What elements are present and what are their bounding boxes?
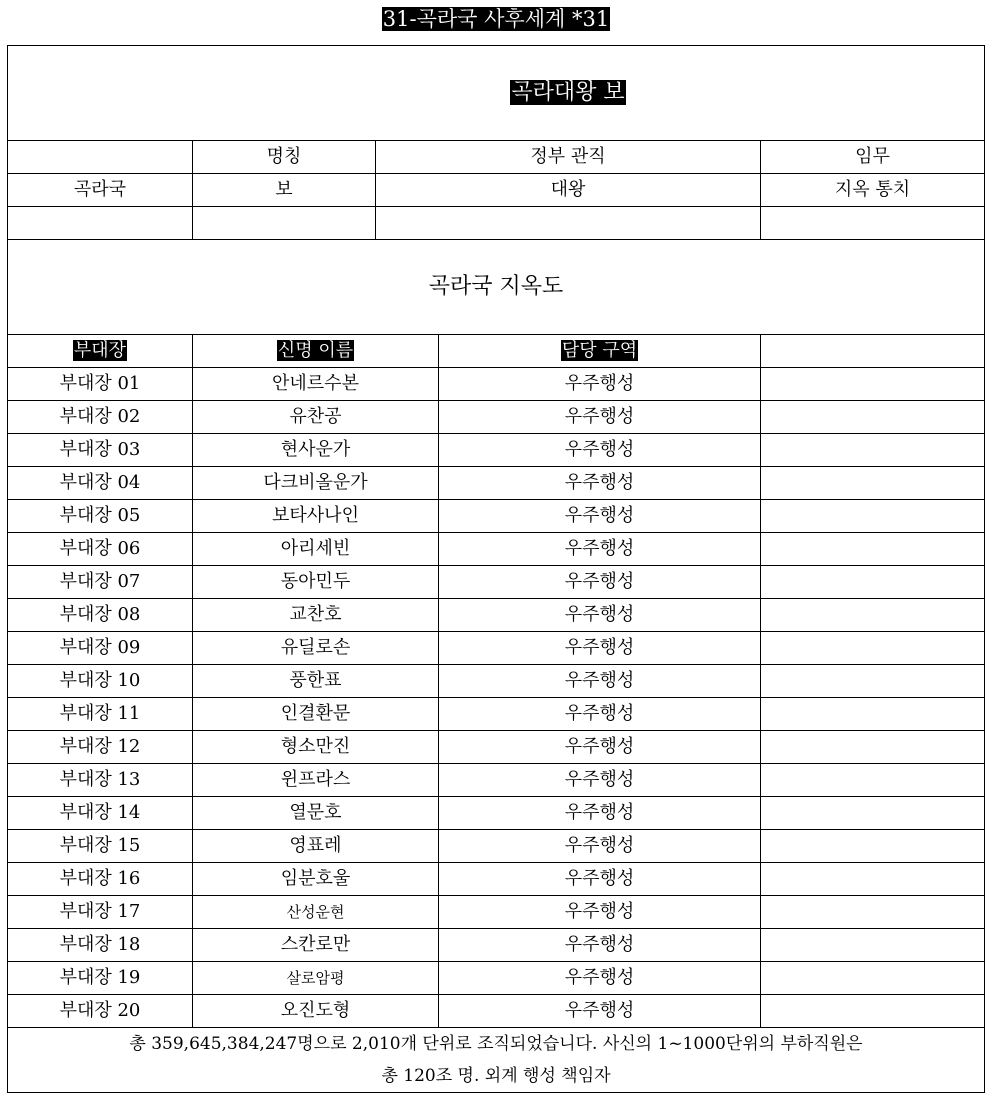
table-row [8,401,985,434]
area-cell: 우주행성 [439,830,761,863]
empty-cell [761,797,985,830]
info-value-cell: 보 [193,174,376,207]
rank-cell: 부대장 05 [8,500,193,533]
roster-header-label: 신명 이름 [277,340,354,361]
empty-cell [761,698,985,731]
name-cell: 영표레 [193,830,439,863]
rank-cell: 부대장 16 [8,863,193,896]
empty-cell [761,566,985,599]
info-header-cell: 임무 [761,141,985,174]
rank-cell: 부대장 10 [8,665,193,698]
info-value-cell: 지옥 통치 [761,174,985,207]
empty-cell [761,764,985,797]
empty-cell [761,863,985,896]
table-row [8,665,985,698]
name-cell: 교찬호 [193,599,439,632]
rank-cell: 부대장 03 [8,434,193,467]
area-cell: 우주행성 [439,434,761,467]
name-cell: 인결환문 [193,698,439,731]
table-row [8,929,985,962]
table-row [8,731,985,764]
info-header-row [8,141,985,174]
area-cell: 우주행성 [439,764,761,797]
footer-line-2: 총 120조 명. 외계 행성 책임자 [381,1066,611,1086]
empty-cell [761,665,985,698]
info-value-row [8,174,985,207]
empty-cell [761,207,985,240]
name-cell: 유찬공 [193,401,439,434]
page-title-text: 31-곡라국 사후세계 *31 [382,7,610,31]
info-header-cell [8,141,193,174]
roster-header-cell [8,335,193,368]
table-row [8,368,985,401]
rank-cell: 부대장 17 [8,896,193,929]
name-cell: 산성운현 [193,896,439,929]
empty-cell [761,896,985,929]
rank-cell: 부대장 02 [8,401,193,434]
name-cell: 보타사나인 [193,500,439,533]
area-cell: 우주행성 [439,599,761,632]
rank-cell: 부대장 09 [8,632,193,665]
area-cell: 우주행성 [439,698,761,731]
footer-note [8,1028,985,1093]
area-cell: 우주행성 [439,995,761,1028]
name-cell: 동아민두 [193,566,439,599]
name-cell: 열문호 [193,797,439,830]
rank-cell: 부대장 06 [8,533,193,566]
table-row [8,566,985,599]
empty-cell [761,434,985,467]
area-cell: 우주행성 [439,929,761,962]
title-cell [8,46,985,141]
name-cell: 현사운가 [193,434,439,467]
rank-cell: 부대장 18 [8,929,193,962]
info-header-cell: 정부 관직 [376,141,761,174]
table-row [8,500,985,533]
empty-cell [761,599,985,632]
rank-cell: 부대장 01 [8,368,193,401]
area-cell: 우주행성 [439,731,761,764]
area-cell: 우주행성 [439,368,761,401]
empty-cell [761,830,985,863]
empty-cell [761,500,985,533]
empty-cell [761,995,985,1028]
rank-cell: 부대장 15 [8,830,193,863]
table-row [8,764,985,797]
roster-header-label: 담당 구역 [561,340,638,361]
name-cell: 형소만진 [193,731,439,764]
document-table [7,45,985,1093]
area-cell: 우주행성 [439,863,761,896]
empty-cell [8,207,193,240]
roster-header-cell [761,335,985,368]
main-title: 곡라대왕 보 [511,80,625,105]
rank-cell: 부대장 20 [8,995,193,1028]
roster-header-cell [193,335,439,368]
area-cell: 우주행성 [439,401,761,434]
table-row [8,467,985,500]
table-row [8,632,985,665]
roster-header-row [8,335,985,368]
empty-cell [761,467,985,500]
name-cell: 오진도형 [193,995,439,1028]
name-cell: 임분호울 [193,863,439,896]
empty-cell [193,207,376,240]
name-cell: 다크비올운가 [193,467,439,500]
section-title: 곡라국 지옥도 [8,240,985,335]
empty-cell [761,632,985,665]
rank-cell: 부대장 08 [8,599,193,632]
name-cell: 풍한표 [193,665,439,698]
rank-cell: 부대장 04 [8,467,193,500]
area-cell: 우주행성 [439,500,761,533]
area-cell: 우주행성 [439,467,761,500]
name-cell: 살로암평 [193,962,439,995]
rank-cell: 부대장 12 [8,731,193,764]
empty-cell [761,731,985,764]
empty-cell [761,962,985,995]
footer-row [8,1028,985,1093]
table-row [8,995,985,1028]
name-cell: 유딜로손 [193,632,439,665]
info-header-cell: 명칭 [193,141,376,174]
info-value-cell: 곡라국 [8,174,193,207]
name-cell: 스칸로만 [193,929,439,962]
table-row [8,896,985,929]
area-cell: 우주행성 [439,665,761,698]
area-cell: 우주행성 [439,533,761,566]
table-row [8,962,985,995]
area-cell: 우주행성 [439,566,761,599]
info-value-cell: 대왕 [376,174,761,207]
empty-cell [761,929,985,962]
area-cell: 우주행성 [439,962,761,995]
empty-cell [761,401,985,434]
rank-cell: 부대장 14 [8,797,193,830]
table-row [8,533,985,566]
rank-cell: 부대장 19 [8,962,193,995]
area-cell: 우주행성 [439,896,761,929]
empty-cell [761,368,985,401]
section-title-row [8,240,985,335]
table-row [8,698,985,731]
table-row [8,830,985,863]
area-cell: 우주행성 [439,797,761,830]
name-cell: 윈프라스 [193,764,439,797]
table-row [8,797,985,830]
rank-cell: 부대장 07 [8,566,193,599]
info-empty-row [8,207,985,240]
name-cell: 아리세빈 [193,533,439,566]
rank-cell: 부대장 13 [8,764,193,797]
area-cell: 우주행성 [439,632,761,665]
name-cell: 안네르수본 [193,368,439,401]
title-row [8,46,985,141]
page-title [0,6,992,32]
table-row [8,863,985,896]
footer-line-1: 총 359,645,384,247명으로 2,010개 단위로 조직되었습니다. 사신의 1~1000단위의 부하직원은 [129,1034,863,1054]
roster-header-cell [439,335,761,368]
table-row [8,434,985,467]
empty-cell [761,533,985,566]
rank-cell: 부대장 11 [8,698,193,731]
table-row [8,599,985,632]
empty-cell [376,207,761,240]
roster-header-label: 부대장 [73,340,127,361]
